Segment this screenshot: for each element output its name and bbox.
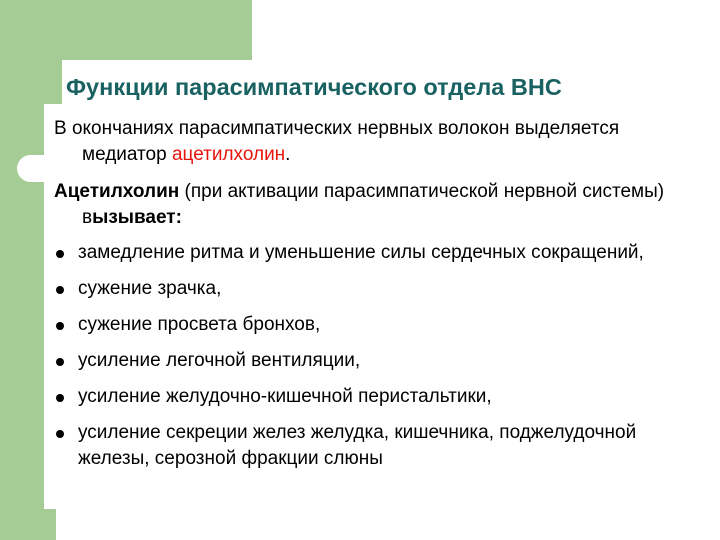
list-item [54, 240, 704, 266]
effects-subject: Ацетилхолин [54, 181, 180, 202]
effects-middle: (при активации парасимпатической нервной системы) в [82, 181, 665, 228]
decorative-tab [17, 155, 44, 182]
effects-intro-paragraph [54, 179, 704, 231]
intro-text: В окончаниях парасимпатических нервных волокон выделяется медиатор [54, 118, 620, 165]
list-item [54, 420, 704, 472]
bullet-icon [56, 250, 64, 258]
list-item [54, 384, 704, 410]
effects-list [54, 240, 704, 472]
list-item-text: усиление легочной вентиляции, [78, 350, 361, 371]
bottom-strip [56, 509, 720, 540]
bullet-icon [56, 322, 64, 330]
bullet-icon [56, 286, 64, 294]
bullet-icon [56, 358, 64, 366]
effects-verb: ызывает: [92, 207, 182, 228]
list-item [54, 312, 704, 338]
intro-tail: . [285, 144, 291, 165]
intro-paragraph [54, 116, 704, 168]
mediator-highlight: ацетилхолин [171, 144, 286, 165]
list-item [54, 348, 704, 374]
list-item [54, 276, 704, 302]
list-item-text: сужение зрачка, [78, 278, 222, 299]
slide-content [54, 116, 704, 482]
slide-title: Функции парасимпатического отдела ВНС [66, 74, 562, 100]
list-item-text: усиление секреции желез желудка, кишечника, поджелудочной железы, серозной фракции слюны [78, 422, 637, 469]
list-item-text: усиление желудочно-кишечной перистальтики, [78, 386, 492, 407]
bullet-icon [56, 394, 64, 402]
list-item-text: замедление ритма и уменьшение силы сердечных сокращений, [78, 242, 644, 263]
bullet-icon [56, 430, 64, 438]
list-item-text: сужение просвета бронхов, [78, 314, 321, 335]
